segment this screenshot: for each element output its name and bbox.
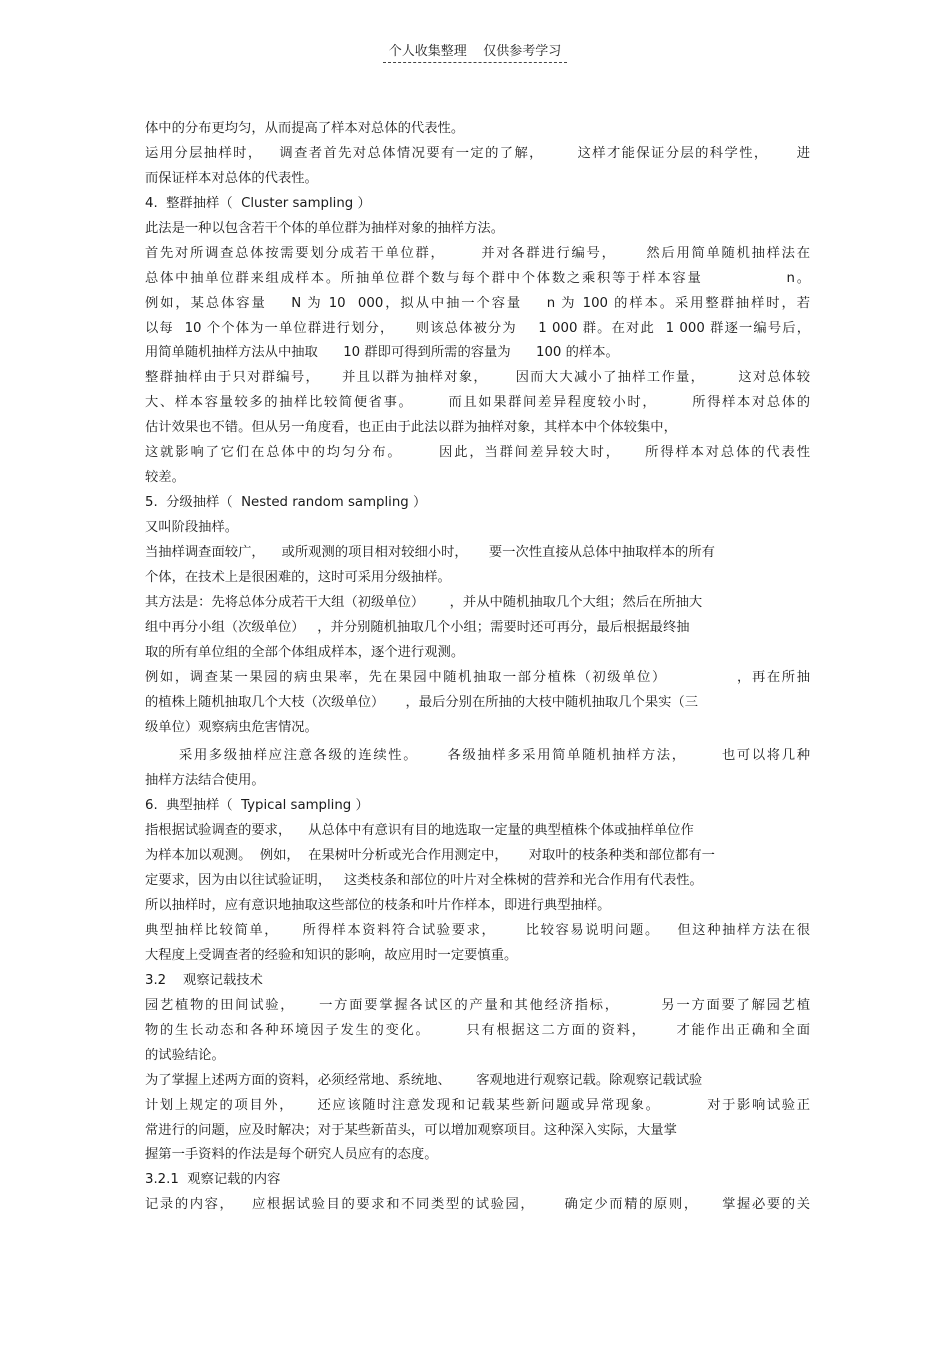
text-line: 为样本加以观测。 例如， 在果树叶分析或光合作用测定中， 对取叶的枝条种类和部位都有一 (145, 848, 715, 864)
text-line: 5. 分级抽样（ Nested random sampling ） (145, 495, 427, 511)
header-text: 个人收集整理 仅供参考学习 (383, 40, 568, 63)
text-line: 取的所有单位组的全部个体组成样本，逐个进行观测。 (145, 644, 465, 660)
text-line: 握第一手资料的作法是每个研究人员应有的态度。 (145, 1147, 438, 1163)
text-line: 总体中抽单位群来组成样本。所抽单位群个数与每个群中个体数之乘积等于样本容量 n。 (145, 270, 810, 286)
text-line: 以每 10 个个体为一单位群进行划分， 则该总体被分为 1 000 群。在对此 1 000 群逐一编号后， (145, 320, 810, 336)
text-line: 所以抽样时，应有意识地抽取这些部位的枝条和叶片作样本，即进行典型抽样。 (145, 898, 611, 914)
text-line: 首先对所调查总体按需要划分成若干单位群， 并对各群进行编号， 然后用简单随机抽样法在 (145, 245, 810, 261)
text-line: 估计效果也不错。但从另一角度看，也正由于此法以群为抽样对象，其样本中个体较集中， (145, 420, 677, 436)
text-line: 大程度上受调查者的经验和知识的影响，故应用时一定要慎重。 (145, 947, 518, 963)
text-line: 个体，在技术上是很困难的，这时可采用分级抽样。 (145, 569, 451, 585)
text-line: 当抽样调查面较广， 或所观测的项目相对较细小时， 要一次性直接从总体中抽取样本的所有 (145, 544, 715, 560)
text-line: 6. 典型抽样（ Typical sampling ） (145, 798, 369, 814)
text-line: 此法是一种以包含若干个体的单位群为抽样对象的抽样方法。 (145, 220, 505, 236)
text-line: 整群抽样由于只对群编号， 并且以群为抽样对象， 因而大大减小了抽样工作量， 这对总体较 (145, 370, 810, 386)
text-line: 体中的分布更均匀，从而提高了样本对总体的代表性。 (145, 121, 465, 136)
text-line: 采用多级抽样应注意各级的连续性。 各级抽样多采用简单随机抽样方法， 也可以将几种 (179, 748, 810, 764)
text-line: 用简单随机抽样方法从中抽取 10 群即可得到所需的容量为 100 的样本。 (145, 345, 619, 361)
text-line: 的试验结论。 (145, 1047, 225, 1063)
text-line: 定要求，因为由以往试验证明， 这类枝条和部位的叶片对全株树的营养和光合作用有代表性。 (145, 873, 703, 889)
text-line: 常进行的问题，应及时解决；对于某些新苗头，可以增加观察项目。这种深入实际，大量掌 (145, 1122, 677, 1138)
text-line: 例如，调查某一果园的病虫果率，先在果园中随机抽取一部分植株（初级单位） ，再在所抽 (145, 669, 810, 685)
text-line: 这就影响了它们在总体中的均匀分布。 因此，当群间差异较大时， 所得样本对总体的代表性 (145, 445, 810, 461)
text-line: 指根据试验调查的要求， 从总体中有意识有目的地选取一定量的典型植株个体或抽样单位作 (145, 823, 694, 839)
text-line: 又叫阶段抽样。 (145, 520, 239, 535)
text-line: 4. 整群抽样（ Cluster sampling ） (145, 195, 371, 211)
text-line: 记录的内容， 应根据试验目的要求和不同类型的试验园， 确定少而精的原则， 掌握必要的关 (145, 1197, 810, 1213)
text-line: 抽样方法结合使用。 (145, 773, 265, 789)
text-line: 组中再分小组（次级单位） ，并分别随机抽取几个小组；需要时还可再分，最后根据最终抽 (145, 619, 690, 635)
text-line: 为了掌握上述两方面的资料，必须经常地、系统地、 客观地进行观察记载。除观察记载试验 (145, 1072, 703, 1088)
text-line: 计划上规定的项目外， 还应该随时注意发现和记载某些新问题或异常现象。 对于影响试验正 (145, 1097, 810, 1113)
text-line: 典型抽样比较简单， 所得样本资料符合试验要求， 比较容易说明问题。 但这种抽样方法在很 (145, 923, 810, 938)
text-line: 而保证样本对总体的代表性。 (145, 170, 318, 186)
text-line: 3.2.1 观察记载的内容 (145, 1172, 281, 1188)
text-line: 例如，某总体容量 N 为 10 000，拟从中抽一个容量 n 为 100 的样本。采用整群抽样时，若 (145, 295, 810, 311)
text-line: 其方法是：先将总体分成若干大组（初级单位） ，并从中随机抽取几个大组；然后在所抽大 (145, 594, 703, 610)
text-line: 的植株上随机抽取几个大枝（次级单位） ，最后分别在所抽的大枝中随机抽取几个果实（三 (145, 694, 699, 710)
text-line: 3.2 观察记载技术 (145, 972, 263, 988)
text-line: 大、样本容量较多的抽样比较简便省事。 而且如果群间差异程度较小时， 所得样本对总体的 (145, 395, 810, 411)
page-header (0, 40, 950, 63)
text-line: 级单位）观察病虫危害情况。 (145, 719, 318, 735)
text-line: 较差。 (145, 470, 185, 486)
text-line: 园艺植物的田间试验， 一方面要掌握各试区的产量和其他经济指标， 另一方面要了解园艺植 (145, 997, 810, 1013)
document-body (145, 117, 810, 1218)
text-line: 物的生长动态和各种环境因子发生的变化。 只有根据这二方面的资料， 才能作出正确和全面 (145, 1022, 810, 1038)
text-line: 运用分层抽样时， 调查者首先对总体情况要有一定的了解， 这样才能保证分层的科学性， 进 (145, 145, 810, 161)
